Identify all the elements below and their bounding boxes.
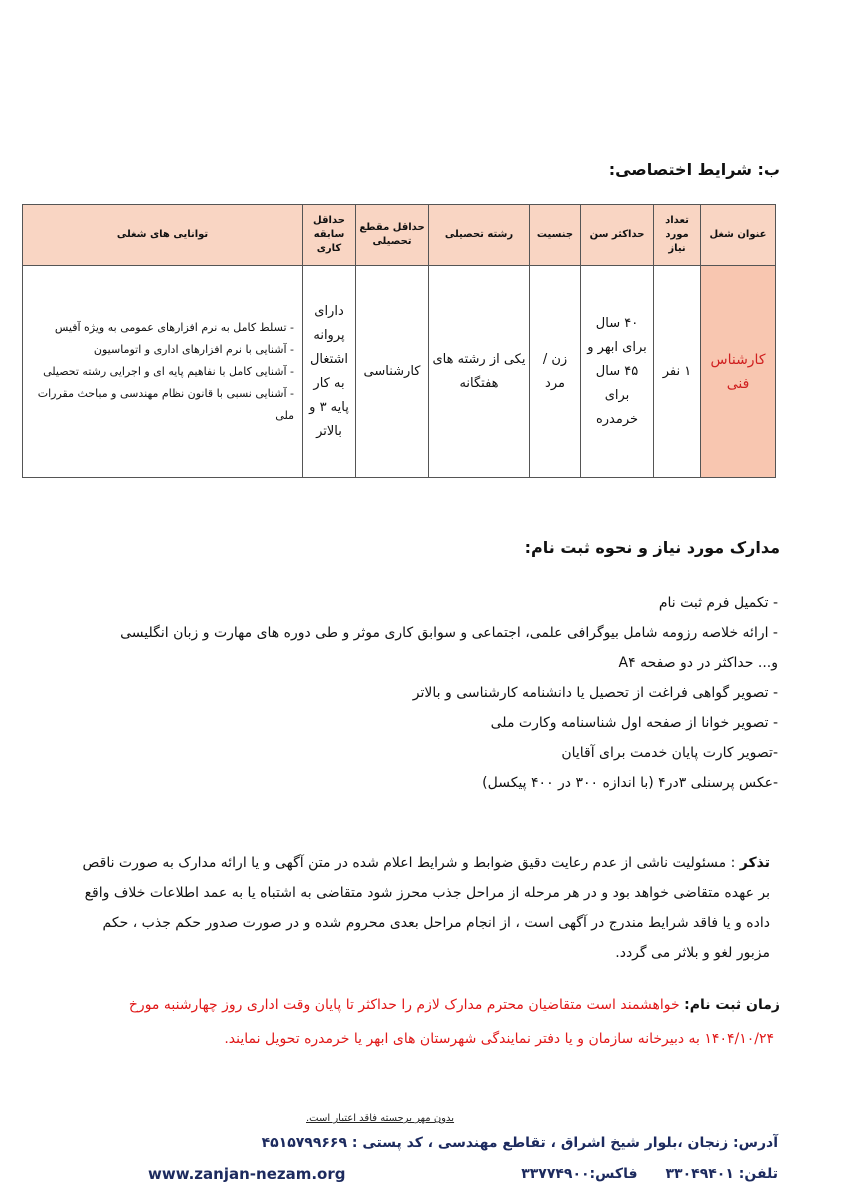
skill-item: - آشنایی با نرم افزارهای اداری و اتوماسیون	[26, 339, 294, 361]
list-item: -عکس پرسنلی ۳در۴ (با اندازه ۳۰۰ در ۴۰۰ پیکسل)	[482, 775, 778, 791]
header-max-age: حداکثر سن	[581, 205, 654, 266]
footer-address: آدرس: زنجان ،بلوار شیخ اشراق ، تقاطع مهندسی ، کد پستی : ۴۵۱۵۷۹۹۶۶۹	[261, 1135, 778, 1151]
cell-count: ۱ نفر	[654, 266, 701, 478]
cell-job-title: کارشناس فنی	[701, 266, 776, 478]
header-job-title: عنوان شغل	[701, 205, 776, 266]
note-text: : مسئولیت ناشی از عدم رعایت دقیق ضوابط و شرایط اعلام شده در متن آگهی و یا ارائه مدارک به صورت ناقص بر عهده متقاضی خواهد بود و در هر مرحله از مراحل جذب محرز شود متقاضی به اشتباه یا به عمد اطلاعات خلاف واقع داده و یا فاقد شرایط مندرج در آگهی است ، از انجام مراحل بعدی محروم شده و در صورت صدور حکم جذب ، حکم مزبور لغو و بلاثر می گردد.	[82, 855, 770, 961]
list-item: -تصویر کارت پایان خدمت برای آقایان	[561, 745, 778, 761]
docs-heading: مدارک مورد نیاز و نحوه ثبت نام:	[524, 538, 780, 557]
deadline-line1: خواهشمند است متقاضیان محترم مدارک لازم را حداکثر تا پایان وقت اداری روز چهارشنبه مورخ	[128, 997, 685, 1013]
deadline-label: زمان ثبت نام:	[684, 997, 780, 1013]
skill-item: - آشنایی نسبی با قانون نظام مهندسی و مباحث مقررات ملی	[26, 383, 294, 427]
list-item: و... حداکثر در دو صفحه A۴	[618, 655, 778, 671]
table-header-row	[23, 205, 776, 266]
cell-skills	[23, 266, 303, 478]
footer-website-link[interactable]: www.zanjan-nezam.org	[148, 1165, 346, 1183]
deadline-paragraph	[60, 988, 780, 1056]
note-paragraph	[80, 848, 770, 968]
skill-item: - تسلط کامل به نرم افزارهای عمومی به ویژه آفیس	[26, 317, 294, 339]
stamp-note: بدون مهر برجسته فاقد اعتبار است.	[306, 1113, 455, 1124]
requirements-table	[22, 204, 776, 478]
cell-min-experience: دارای پروانه اشتغال به کار پایه ۳ و بالاتر	[303, 266, 356, 478]
header-min-experience: حداقل سابقه کاری	[303, 205, 356, 266]
footer-fax: فاکس:۳۳۷۷۴۹۰۰	[521, 1166, 638, 1182]
header-min-degree: حداقل مقطع تحصیلی	[356, 205, 429, 266]
list-item: - تصویر خوانا از صفحه اول شناسنامه وکارت ملی	[490, 715, 778, 731]
cell-min-degree: کارشناسی	[356, 266, 429, 478]
skill-item: - آشنایی کامل با نفاهیم پایه ای و اجرایی رشته تحصیلی	[26, 361, 294, 383]
list-item: - تکمیل فرم ثبت نام	[658, 595, 778, 611]
footer-phones	[521, 1166, 778, 1182]
header-skills: توانایی های شغلی	[23, 205, 303, 266]
list-item: - ارائه خلاصه رزومه شامل بیوگرافی علمی، اجتماعی و سوابق کاری موثر و طی دوره های مهارت و زبان انگلیسی	[120, 625, 778, 641]
list-item: - تصویر گواهی فراغت از تحصیل یا دانشنامه کارشناسی و بالاتر	[412, 685, 778, 701]
header-field: رشته تحصیلی	[429, 205, 530, 266]
header-count: تعداد مورد نیاز	[654, 205, 701, 266]
docs-list	[78, 588, 778, 798]
cell-field: یکی از رشته های هفتگانه	[429, 266, 530, 478]
cell-gender: زن / مرد	[530, 266, 581, 478]
deadline-line2: ۱۴۰۴/۱۰/۲۴ به دبیرخانه سازمان و یا دفتر نمایندگی شهرستان های ابهر یا خرمدره تحویل نمایند.	[224, 1031, 774, 1047]
footer-phone: تلفن: ۳۳۰۴۹۴۰۱	[665, 1166, 778, 1182]
cell-max-age: ۴۰ سال برای ابهر و ۴۵ سال برای خرمدره	[581, 266, 654, 478]
note-label: تذکر	[739, 855, 770, 871]
header-gender: جنسیت	[530, 205, 581, 266]
table-row	[23, 266, 776, 478]
section-title: ب: شرایط اختصاصی:	[608, 160, 780, 179]
